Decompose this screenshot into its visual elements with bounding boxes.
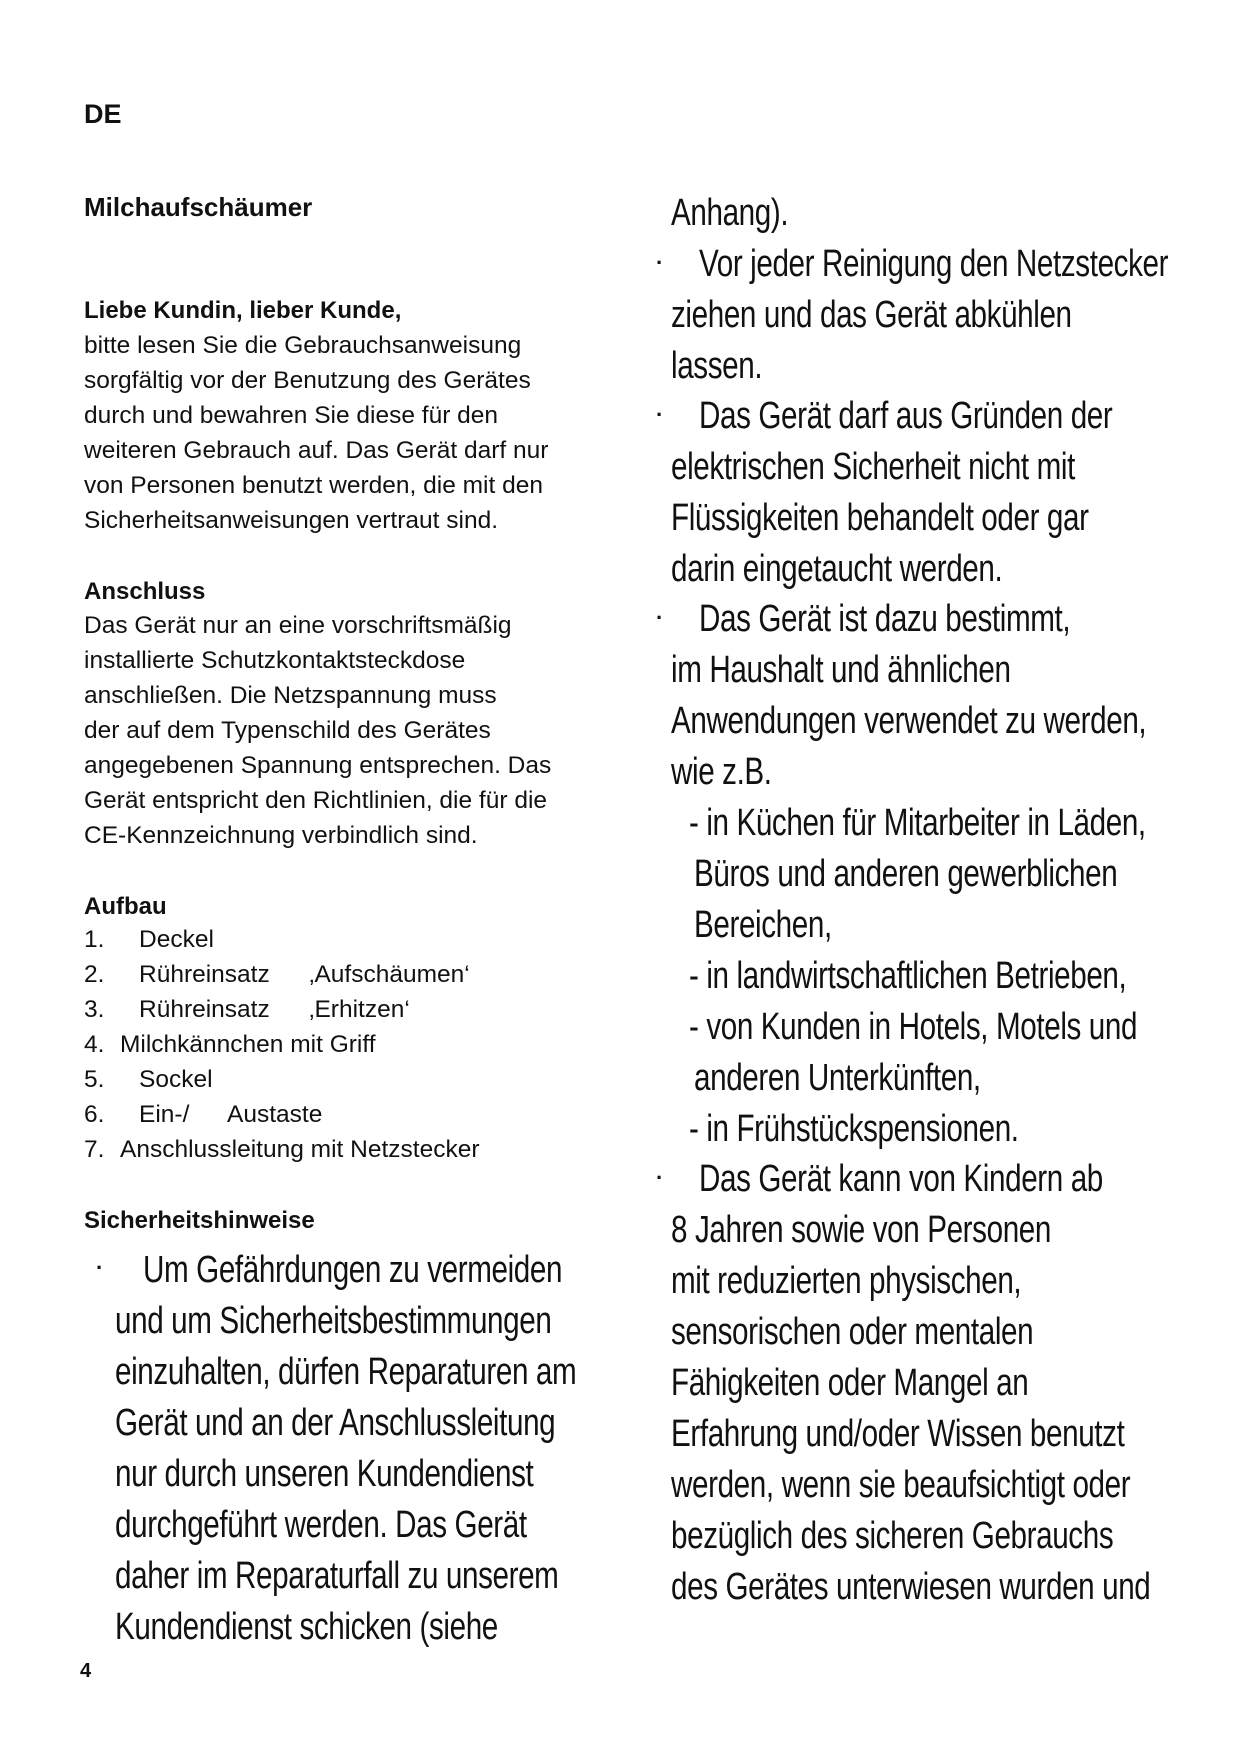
safety-line: Vor jeder Reinigung den Netzstecker (699, 243, 1169, 285)
list-item-detail: Austaste (227, 1101, 323, 1128)
list-item-text: Milchkännchen mit Griff (120, 1031, 376, 1058)
greeting-line: von Personen benutzt werden, die mit den (84, 472, 543, 499)
safety-line: nur durch unseren Kundendienst (115, 1453, 534, 1495)
list-item (84, 992, 410, 1027)
list-item (84, 1097, 322, 1132)
safety-line: mit reduzierten physischen, (671, 1260, 1022, 1302)
list-item-number: 1. (84, 926, 105, 953)
aufbau-heading: Aufbau (84, 893, 167, 920)
bullet-icon: · (656, 402, 664, 427)
anschluss-line: Das Gerät nur an eine vorschriftsmäßig (84, 612, 512, 639)
list-item (84, 1062, 213, 1097)
safety-line: werden, wenn sie beaufsichtigt oder (671, 1464, 1131, 1506)
list-item-number: 6. (84, 1101, 105, 1128)
safety-line: anderen Unterkünften, (694, 1057, 981, 1099)
bullet-icon: · (96, 1255, 104, 1280)
greeting-line: sorgfältig vor der Benutzung des Gerätes (84, 367, 531, 394)
greeting-heading: Liebe Kundin, lieber Kunde, (84, 297, 402, 324)
safety-line: im Haushalt und ähnlichen (671, 649, 1011, 691)
anschluss-line: CE-Kennzeichnung verbindlich sind. (84, 822, 478, 849)
safety-line: Fähigkeiten oder Mangel an (671, 1362, 1029, 1404)
list-item-number: 3. (84, 996, 105, 1023)
safety-line: 8 Jahren sowie von Personen (671, 1209, 1051, 1251)
safety-line: Anwendungen verwendet zu werden, (671, 700, 1147, 742)
greeting-line: Sicherheitsanweisungen vertraut sind. (84, 507, 499, 534)
safety-line: daher im Reparaturfall zu unserem (115, 1555, 559, 1597)
anschluss-line: der auf dem Typenschild des Gerätes (84, 717, 491, 744)
list-item (84, 957, 470, 992)
anschluss-line: anschließen. Die Netzspannung muss (84, 682, 497, 709)
safety-line: Das Gerät ist dazu bestimmt, (699, 598, 1071, 640)
safety-line: sensorischen oder mentalen (671, 1311, 1034, 1353)
safety-line: Das Gerät darf aus Gründen der (699, 395, 1113, 437)
anschluss-line: angegebenen Spannung entsprechen. Das (84, 752, 552, 779)
safety-line: Kundendienst schicken (siehe (115, 1606, 498, 1648)
list-item-text: Rühreinsatz (139, 996, 270, 1023)
list-item-text: Anschlussleitung mit Netzstecker (120, 1136, 480, 1163)
list-item (84, 1027, 376, 1062)
safety-line: - in landwirtschaftlichen Betrieben, (689, 955, 1127, 997)
list-item-number: 2. (84, 961, 105, 988)
list-item (84, 1132, 479, 1167)
list-item-text: Deckel (139, 926, 214, 953)
bullet-icon: · (656, 605, 664, 630)
safety-line: Gerät und an der Anschlussleitung (115, 1402, 556, 1444)
safety-line: elektrischen Sicherheit nicht mit (671, 446, 1075, 488)
safety-line: - von Kunden in Hotels, Motels und (689, 1006, 1138, 1048)
safety-line: Bereichen, (694, 904, 832, 946)
safety-line: - in Küchen für Mitarbeiter in Läden, (689, 802, 1146, 844)
safety-line: durchgeführt werden. Das Gerät (115, 1504, 527, 1546)
list-item-text: Rühreinsatz (139, 961, 270, 988)
greeting-line: durch und bewahren Sie diese für den (84, 402, 499, 429)
safety-line: wie z.B. (671, 751, 772, 793)
safety-line: des Gerätes unterwiesen wurden und (671, 1566, 1151, 1608)
safety-line: Anhang). (671, 192, 789, 234)
safety-line: und um Sicherheitsbestimmungen (115, 1300, 552, 1342)
list-item-number: 5. (84, 1066, 105, 1093)
list-item-text: Ein-/ (139, 1101, 190, 1128)
list-item-number: 7. (84, 1136, 105, 1163)
anschluss-line: installierte Schutzkontaktsteckdose (84, 647, 466, 674)
bullet-icon: · (656, 1165, 664, 1190)
safety-line: ziehen und das Gerät abkühlen (671, 294, 1072, 336)
anschluss-heading: Anschluss (84, 578, 206, 605)
greeting-line: weiteren Gebrauch auf. Das Gerät darf nur (84, 437, 549, 464)
list-item (84, 922, 214, 957)
list-item-number: 4. (84, 1031, 105, 1058)
safety-heading: Sicherheitshinweise (84, 1207, 315, 1234)
bullet-icon: · (656, 250, 664, 275)
safety-line: Büros und anderen gewerblichen (694, 853, 1118, 895)
safety-line: Flüssigkeiten behandelt oder gar (671, 497, 1089, 539)
language-label: DE (84, 99, 122, 129)
safety-line: Erfahrung und/oder Wissen benutzt (671, 1413, 1125, 1455)
list-item-detail: ‚Erhitzen‘ (309, 996, 410, 1023)
safety-line: - in Frühstückspensionen. (689, 1108, 1019, 1150)
anschluss-line: Gerät entspricht den Richtlinien, die für die (84, 787, 548, 814)
page-number: 4 (80, 1660, 92, 1682)
page-title: Milchaufschäumer (84, 192, 313, 222)
greeting-line: bitte lesen Sie die Gebrauchsanweisung (84, 332, 522, 359)
safety-line: einzuhalten, dürfen Reparaturen am (115, 1351, 577, 1393)
safety-line: Um Gefährdungen zu vermeiden (143, 1249, 563, 1291)
safety-line: bezüglich des sicheren Gebrauchs (671, 1515, 1114, 1557)
list-item-text: Sockel (139, 1066, 213, 1093)
safety-line: lassen. (671, 345, 763, 387)
safety-line: Das Gerät kann von Kindern ab (699, 1158, 1103, 1200)
safety-line: darin eingetaucht werden. (671, 548, 1003, 590)
list-item-detail: ‚Aufschäumen‘ (309, 961, 470, 988)
